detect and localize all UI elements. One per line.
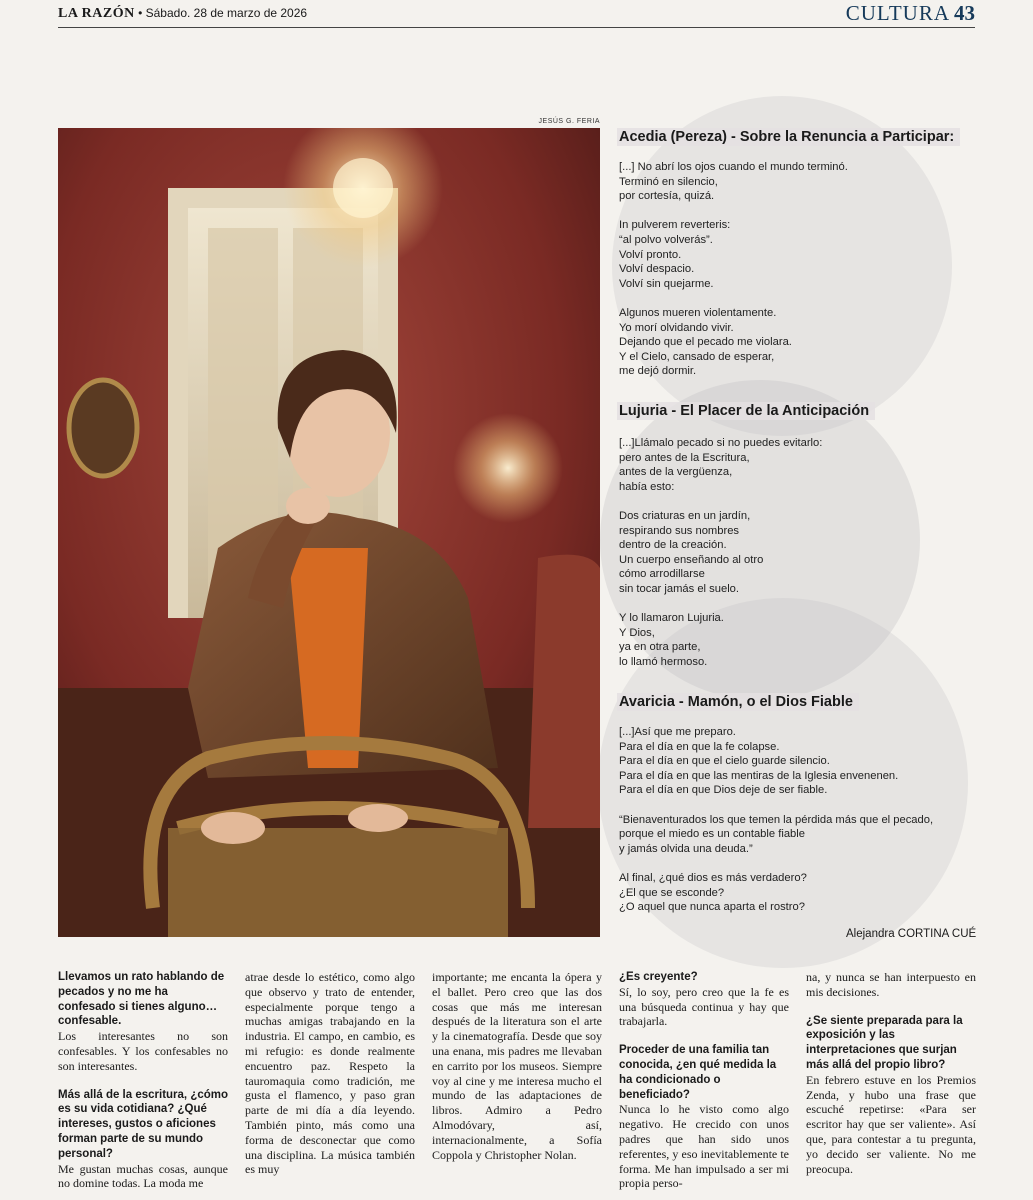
poem-line: Para el día en que Dios deje de ser fiable.: [619, 784, 828, 797]
stanza: [619, 218, 848, 291]
interview-answer: atrae desde lo estético, como algo que observo y trato de entender, especialmente porque tengo a muchas amigas trabajando en la industria. El campo, en cambio, es mi refugio: es donde realmente encuentro paz. Respeto la tauromaquia como tradición, me gusta el flamenco, y paso gran parte de mi día a día leyendo. También pinto, más como una forma de desconectar que como una disciplina. La música también es muy: [245, 970, 415, 1177]
poem-line: ¿O aquel que nunca aparta el rostro?: [619, 901, 805, 914]
interview-question: ¿Se siente preparada para la exposición y las interpretaciones que surjan más allá del propio libro?: [806, 1014, 963, 1071]
interview-column-3: [432, 970, 602, 1162]
poem-line: y jamás olvida una deuda.”: [619, 842, 753, 855]
poem-line: Y el Cielo, cansado de esperar,: [619, 350, 775, 363]
poem-line: ya en otra parte,: [619, 641, 701, 654]
poem-text-acedia: [619, 160, 848, 379]
poem-text-avaricia: [619, 725, 933, 915]
poem-title-lujuria: Lujuria - El Placer de la Anticipación: [617, 402, 875, 420]
stanza: [619, 871, 933, 915]
poem-line: Volví pronto.: [619, 248, 682, 261]
page-number: 43: [954, 1, 975, 25]
interview-answer: Sí, lo soy, pero creo que la fe es una búsqueda continua y hay que trabajarla.: [619, 984, 789, 1029]
header-bullet: •: [138, 6, 143, 20]
masthead: [58, 6, 307, 22]
poem-title-avaricia: Avaricia - Mamón, o el Dios Fiable: [617, 693, 859, 711]
header-date: Sábado. 28 de marzo de 2026: [145, 6, 308, 20]
poem-line: Terminó en silencio,: [619, 175, 718, 188]
stanza: [619, 611, 822, 669]
section-name: CULTURA: [845, 1, 950, 25]
photo-credit: JESÚS G. FERIA: [538, 118, 600, 125]
stanza: [619, 509, 822, 597]
interview-answer: Me gustan muchas cosas, aunque no domine todas. La moda me: [58, 1161, 228, 1191]
poem-line: dentro de la creación.: [619, 539, 727, 552]
interview-question: Más allá de la escritura, ¿cómo es su vida cotidiana? ¿Qué intereses, gustos o aficiones forman parte de su mundo personal?: [58, 1088, 229, 1160]
poem-line: lo llamó hermoso.: [619, 655, 708, 668]
poem-line: Dos criaturas en un jardín,: [619, 509, 751, 522]
poem-line: antes de la vergüenza,: [619, 466, 733, 479]
poem-line: por cortesía, quizá.: [619, 190, 715, 203]
interview-answer: Nunca lo he visto como algo negativo. He crecido con unos padres que han sido unos referentes, y eso inevitablemente te forma. Me han impulsado a ser mi propia perso-: [619, 1102, 789, 1191]
header-divider: [58, 27, 975, 28]
poem-line: Y lo llamaron Lujuria.: [619, 612, 724, 625]
poem-author: Alejandra CORTINA CUÉ: [846, 928, 977, 940]
poem-line: [...] No abrí los ojos cuando el mundo terminó.: [619, 161, 848, 173]
poem-line: me dejó dormir.: [619, 365, 697, 378]
interview-question: Llevamos un rato hablando de pecados y no me ha confesado si tienes alguno… confesable.: [58, 971, 225, 1028]
newspaper-brand: LA RAZÓN: [58, 6, 135, 21]
poem-line: Para el día en que las mentiras de la Iglesia envenenen.: [619, 769, 899, 782]
poem-line: Dejando que el pecado me violara.: [619, 336, 792, 349]
poem-line: Para el día en que la fe colapse.: [619, 740, 780, 753]
poem-line: “Bienaventurados los que temen la pérdida más que el pecado,: [619, 813, 934, 826]
stanza: [619, 813, 933, 857]
poem-line: [...]Llámalo pecado si no puedes evitarlo:: [619, 437, 823, 449]
poem-line: Un cuerpo enseñando al otro: [619, 553, 764, 566]
poem-line: porque el miedo es un contable fiable: [619, 828, 805, 841]
poem-line: sin tocar jamás el suelo.: [619, 582, 740, 595]
poem-line: había esto:: [619, 480, 675, 493]
stanza: [619, 160, 848, 204]
interview-column-4: [619, 970, 789, 1191]
poem-line: cómo arrodillarse: [619, 568, 705, 581]
section-header: [846, 1, 975, 26]
poem-line: In pulverem reverteris:: [619, 219, 731, 232]
interview-column-1: [58, 970, 228, 1191]
poem-title-acedia: Acedia (Pereza) - Sobre la Renuncia a Participar:: [617, 128, 960, 146]
poem-line: pero antes de la Escritura,: [619, 451, 750, 464]
poem-line: Para el día en que el cielo guarde silencio.: [619, 755, 830, 768]
interview-answer: importante; me encanta la ópera y el ballet. Pero creo que las dos cosas que más me interesan después de la literatura son el arte y la cinematografía. Desde que soy una enana, mis padres me llevaban en carrito por los museos. Siempre voy al cine y me interesa mucho el mundo de las adaptaciones de libros. Admiro a Pedro Almodóvary, así, internacionalmente, a Sofía Coppola y Christopher Nolan.: [432, 970, 602, 1162]
interview-answer: Los interesantes no son confesables. Y los confesables no son interesantes.: [58, 1029, 228, 1073]
interview-column-2: [245, 970, 415, 1177]
poem-line: Yo morí olvidando vivir.: [619, 321, 734, 334]
interview-answer: na, y nunca se han interpuesto en mis decisiones.: [806, 970, 976, 999]
poem-line: Algunos mueren violentamente.: [619, 306, 777, 319]
poem-line: ¿El que se esconde?: [619, 886, 725, 899]
poem-text-lujuria: [619, 436, 822, 670]
poem-line: Volví despacio.: [619, 263, 695, 276]
stanza: [619, 306, 848, 379]
interview-column-5: [806, 970, 976, 1176]
stanza: [619, 725, 933, 798]
poem-line: Y Dios,: [619, 626, 655, 639]
poem-line: Al final, ¿qué dios es más verdadero?: [619, 871, 807, 884]
interview-answer: En febrero estuve en los Premios Zenda, y hubo una frase que escuché repetirse: «Para ser escritor hay que ser valiente». Así que, para contestar a tu pregunta, yo decido ser valiente. No me preocupa.: [806, 1072, 976, 1176]
portrait-photo: [58, 128, 600, 937]
interview-question: Proceder de una familia tan conocida, ¿en qué medida la ha condicionado o beneficiado?: [619, 1044, 777, 1101]
poem-line: “al polvo volverás”.: [619, 233, 713, 246]
interview-question: ¿Es creyente?: [619, 971, 698, 983]
stanza: [619, 436, 822, 494]
poem-line: respirando sus nombres: [619, 524, 740, 537]
poem-line: Volví sin quejarme.: [619, 277, 714, 290]
poem-line: [...]Así que me preparo.: [619, 726, 736, 738]
